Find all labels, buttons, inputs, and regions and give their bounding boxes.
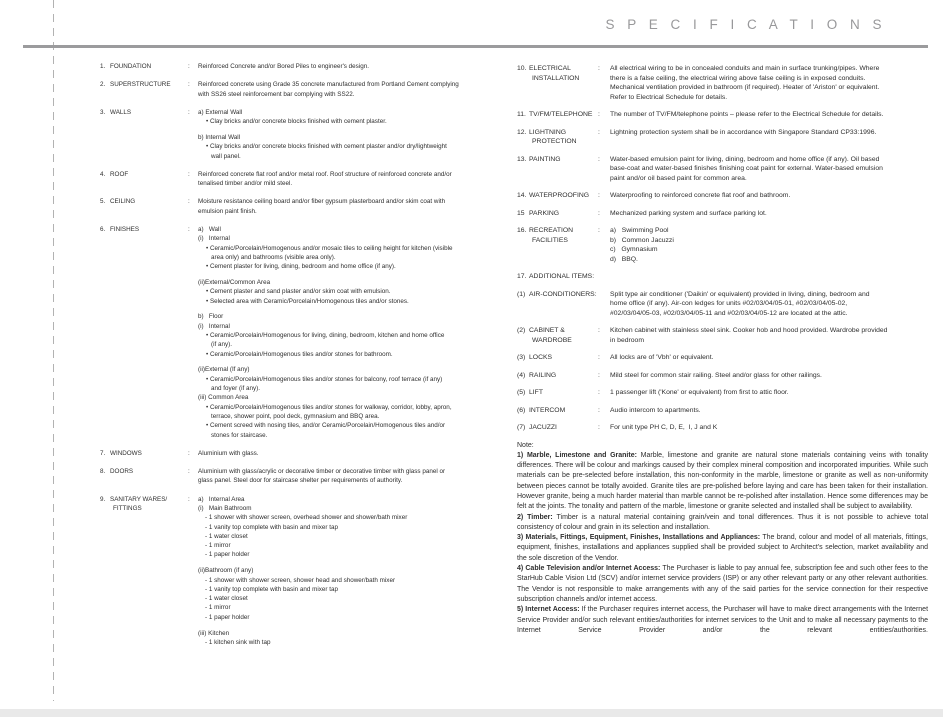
desc-line: wall panel. — [211, 152, 241, 160]
item-description — [198, 467, 472, 486]
item-label — [110, 197, 188, 206]
desc-line: Moisture resistance ceiling board and/or fiber gypsum plasterboard and/or skim coat with — [198, 198, 446, 206]
item-label-line: FINISHES — [110, 226, 140, 234]
spec-column-right — [517, 64, 928, 636]
item-number: 6. — [100, 226, 106, 234]
item-separator: : — [598, 192, 600, 199]
desc-line: (iii) Common Area — [198, 394, 249, 402]
item-number: (1) — [517, 290, 526, 298]
item-label — [529, 64, 598, 83]
note-item — [517, 605, 928, 636]
spec-column-left — [100, 62, 472, 656]
item-number: 8. — [100, 468, 106, 476]
desc-line: - 1 water closet — [205, 532, 248, 540]
spec-item — [517, 209, 928, 219]
desc-line: c) Gymnasium — [610, 246, 658, 253]
item-description — [610, 388, 928, 398]
desc-line: base-coat and water-based finishes finishing coat paint for external. Water-based emulsion — [610, 165, 883, 172]
page-bottom-strip — [0, 709, 943, 717]
desc-line: d) BBQ. — [610, 255, 638, 263]
desc-line: Mild steel for common stair railing. Steel and/or glass for other railings. — [610, 371, 822, 379]
desc-line: • Ceramic/Porcelain/Homogenous tiles and/or stones for walkway, corridor, lobby, apron, — [206, 403, 452, 411]
item-label-line: SANITARY WARES/ — [110, 495, 168, 503]
item-label — [110, 108, 188, 117]
note-item-text: Marble, limestone and granite are natural stone materials containing veins with tonality differences. There will be colour and markings caused by their complex mineral composition and incorporated impurities. While such materials can be pre-selected before installation, this non-conformity in the marble, limestone or granite as well as non-uniformity between pieces cannot be totally avoided. Granite tiles are pre-polished before laying and care has been taken for their installation. However granite, being a much harder material than marble cannot be re-polished after installation. Hence some differences may be felt at the joints. The tonality and pattern of the marble, limestone or granite selected and installed shall be subject to availability. — [517, 451, 928, 511]
item-description — [610, 371, 928, 381]
note-item-text: If the Purchaser requires internet access, the Purchaser will have to make direct arrangements with the Internet Service Provider and/or such relevant entities/authorities for internet services to the Unit and to make all necessary payments to the Internet Service Provider and/or the relevant entities/authorities. — [517, 606, 929, 634]
spec-item — [100, 62, 472, 71]
desc-line: - 1 water closet — [205, 595, 248, 603]
item-description — [610, 191, 928, 201]
desc-line: there is a false ceiling, the electrical wiring above false ceiling is in exposed conduits. — [610, 74, 866, 82]
desc-line: paint and/or oil based paint for common area. — [610, 174, 747, 182]
item-number: 11. — [517, 111, 526, 118]
item-description — [610, 326, 928, 345]
item-number: (5) — [517, 389, 526, 396]
desc-line: a) Wall — [198, 226, 221, 234]
item-description — [198, 170, 472, 189]
item-number: 17. — [517, 273, 527, 280]
item-separator: : — [598, 128, 600, 136]
item-label-line: ADDITIONAL ITEMS: — [529, 273, 595, 280]
item-description — [610, 423, 928, 433]
item-number: (7) — [517, 424, 526, 431]
fold-mark-dashed-line — [53, 0, 54, 701]
item-label-line: FACILITIES — [532, 236, 568, 244]
item-label-line: WALLS — [110, 108, 132, 116]
item-description — [198, 197, 472, 216]
desc-line: stones for staircase. — [211, 431, 268, 439]
item-separator: : — [188, 468, 190, 476]
note-item-lead: 5) Internet Access: — [517, 606, 580, 614]
spec-item — [517, 64, 928, 102]
note-heading: Note: — [517, 441, 534, 449]
item-label — [110, 80, 188, 89]
desc-line: • Cement plaster and sand plaster and/or skim coat with emulsion. — [206, 288, 391, 296]
item-label-line: LIFT — [529, 389, 543, 396]
item-description — [198, 495, 472, 647]
desc-line: Waterproofing to reinforced concrete flat roof and bathroom. — [610, 192, 791, 199]
spec-item — [517, 406, 928, 416]
item-number: 1. — [100, 63, 106, 70]
desc-line: and foyer (if any). — [211, 385, 260, 393]
spec-item — [517, 423, 928, 433]
item-label — [110, 495, 188, 514]
note-item — [517, 513, 928, 534]
desc-line: All electrical wiring to be in concealed conduits and main in surface trunking/pipes. Where — [610, 65, 880, 72]
item-separator: : — [598, 327, 600, 334]
spec-item — [100, 495, 472, 647]
spec-item — [517, 226, 928, 264]
desc-line: Reinforced concrete flat roof and/or metal roof. Roof structure of reinforced concrete and/or — [198, 170, 452, 178]
desc-line: - 1 paper holder — [205, 551, 250, 559]
item-label-line: ELECTRICAL — [529, 65, 571, 72]
item-separator: : — [188, 108, 190, 116]
item-label — [529, 272, 598, 282]
spec-item — [517, 128, 928, 147]
item-description — [198, 62, 472, 71]
desc-line: Aluminium with glass. — [198, 449, 259, 457]
desc-line: with SS26 steel reinforcement bar complying with SS22. — [198, 90, 355, 98]
item-number: 12. — [517, 128, 527, 136]
item-description — [610, 128, 928, 138]
item-label-line: PARKING — [529, 209, 560, 217]
item-label-line: WINDOWS — [110, 449, 142, 457]
item-label-line: DOORS — [110, 468, 134, 476]
item-label-line: WARDROBE — [532, 336, 572, 344]
spec-item — [517, 110, 928, 120]
item-description — [610, 64, 928, 102]
item-number: 13. — [517, 155, 527, 163]
desc-line: All locks are of 'Vbh' or equivalent. — [610, 354, 714, 361]
item-label-line: JACUZZI — [529, 424, 557, 431]
desc-line: (iii) Kitchen — [198, 629, 230, 637]
item-label — [529, 191, 598, 201]
item-label-line: TV/FM/TELEPHONE — [529, 111, 593, 118]
item-label — [110, 467, 188, 476]
item-label-line: LOCKS — [529, 354, 553, 361]
desc-line: in bedroom — [610, 336, 645, 344]
item-separator: : — [598, 209, 600, 217]
desc-line: Lightning protection system shall be in accordance with Singapore Standard CP33:1996. — [610, 128, 877, 136]
spec-rows-right — [517, 64, 928, 433]
item-description — [610, 353, 928, 363]
note-item — [517, 533, 928, 564]
desc-line: - 1 mirror — [205, 542, 231, 550]
desc-line: a) External Wall — [198, 108, 243, 116]
item-label-line: AIR-CONDITIONERS: — [529, 290, 597, 298]
desc-line: area only) and bathrooms (visible area only). — [211, 253, 336, 261]
desc-line: Water-based emulsion paint for living, dining, bedroom and home office (if any). Oil based — [610, 155, 880, 163]
item-label — [110, 62, 188, 71]
item-separator: : — [598, 371, 600, 379]
item-description — [610, 110, 928, 120]
desc-line: • Clay bricks and/or concrete blocks finished with cement plaster. — [206, 118, 387, 126]
spec-item — [100, 467, 472, 486]
note-item-text: Timber is a natural material containing grain/vein and tonal differences. Thus it is not possible to achieve total consistency of colour and grain in its selection and installation. — [517, 513, 929, 531]
item-label — [529, 155, 598, 165]
desc-line: • Cement plaster for living, dining, bedroom and home office (if any). — [206, 263, 396, 271]
item-label-line: PROTECTION — [532, 138, 577, 145]
item-label-line: SUPERSTRUCTURE — [110, 81, 171, 89]
desc-line: (ii)External (If any) — [198, 366, 250, 374]
item-label — [529, 226, 598, 245]
spec-item — [100, 449, 472, 458]
desc-line: The number of TV/FM/telephone points – please refer to the Electrical Schedule for details. — [610, 111, 884, 118]
item-label — [529, 388, 598, 398]
desc-line: - 1 shower with shower screen, overhead shower and shower/bath mixer — [205, 514, 408, 522]
item-separator: : — [598, 389, 600, 396]
desc-line: Mechanized parking system and surface parking lot. — [610, 209, 767, 217]
note-item-lead: 1) Marble, Limestone and Granite: — [517, 451, 637, 459]
item-number: (6) — [517, 406, 526, 414]
item-number: (3) — [517, 354, 526, 361]
desc-line: b) Floor — [198, 313, 224, 321]
item-number: (4) — [517, 371, 526, 379]
desc-line: tenalised timber and/or mild steel. — [198, 180, 293, 188]
item-label-line: FITTINGS — [113, 504, 142, 512]
item-label — [529, 209, 598, 219]
item-description — [198, 108, 472, 161]
item-separator: : — [598, 354, 600, 361]
spec-item — [517, 191, 928, 201]
desc-line: a) Swimming Pool — [610, 227, 669, 234]
item-description — [610, 209, 928, 219]
note-section — [517, 441, 928, 637]
desc-line: Audio intercom to apartments. — [610, 406, 701, 414]
item-separator: : — [188, 495, 190, 503]
desc-line: Refer to Electrical Schedule for details. — [610, 93, 728, 101]
note-item — [517, 451, 928, 513]
desc-line: - 1 vanity top complete with basin and mixer tap — [205, 523, 339, 531]
desc-line: b) Common Jacuzzi — [610, 236, 674, 244]
item-description — [610, 406, 928, 416]
item-label-line: CABINET & — [529, 327, 565, 334]
desc-line: • Ceramic/Porcelain/Homogenous tiles and/or stones for bathroom. — [206, 350, 393, 358]
item-label — [110, 449, 188, 458]
desc-line: Reinforced concrete using Grade 35 concrete manufactured from Portland Cement complying — [198, 81, 459, 89]
desc-line: a) Internal Area — [198, 495, 245, 503]
desc-line: home office (if any). Air-con ledges for units #02/03/04/05-01, #02/03/04/05-02, — [610, 300, 848, 307]
desc-line: (i) Internal — [198, 235, 230, 243]
desc-line: - 1 kitchen sink with tap — [205, 638, 271, 646]
desc-line: (i) Main Bathroom — [198, 504, 252, 512]
item-number: 15 — [517, 209, 525, 217]
desc-line: Reinforced Concrete and/or Bored Piles to engineer's design. — [198, 63, 369, 70]
item-label-line: INTERCOM — [529, 406, 566, 414]
item-label-line: RECREATION — [529, 227, 574, 234]
item-separator: : — [188, 226, 190, 234]
item-label — [110, 225, 188, 234]
item-label — [110, 170, 188, 179]
item-description — [198, 225, 472, 440]
spec-item — [100, 225, 472, 440]
desc-line: • Ceramic/Porcelain/Homogenous for living, dining, bedroom, kitchen and home office — [206, 332, 445, 340]
item-separator: : — [188, 81, 190, 89]
page-title: S P E C I F I C A T I O N S — [605, 17, 886, 32]
item-label — [529, 326, 598, 345]
desc-line: For unit type PH C, D, E, I, J and K — [610, 424, 718, 431]
item-description — [610, 290, 928, 319]
item-label — [529, 128, 598, 147]
desc-line: glass panel. Steel door for staircase shelter per requirements of authority. — [198, 477, 403, 485]
item-label-line: LIGHTNING — [529, 128, 567, 136]
item-number: 5. — [100, 198, 106, 206]
item-label-line: PAINTING — [529, 155, 561, 163]
spec-item — [100, 197, 472, 216]
item-separator: : — [598, 155, 600, 163]
desc-line: #02/03/04/05-03, #02/03/04/05-11 and #02/03/04/05-12 are located at the attic. — [610, 309, 848, 317]
desc-line: • Clay bricks and/or concrete blocks finished with cement plaster and/or dry/lightweight — [206, 143, 447, 151]
note-item-lead: 4) Cable Television and/or Internet Access: — [517, 565, 661, 573]
note-item-lead: 2) Timber: — [517, 513, 553, 521]
item-label — [529, 406, 598, 416]
item-number: 2. — [100, 81, 106, 89]
item-label-line: RAILING — [529, 371, 557, 379]
desc-line: (ii)Bathroom (if any) — [198, 567, 254, 575]
item-label — [529, 423, 598, 433]
item-label — [529, 290, 598, 300]
note-item-lead: 3) Materials, Fittings, Equipment, Finishes, Installations and Appliances: — [517, 534, 761, 542]
item-separator: : — [188, 449, 190, 457]
item-number: 16. — [517, 227, 527, 234]
item-separator: : — [188, 198, 190, 206]
item-number: 10. — [517, 65, 527, 72]
item-description — [198, 80, 472, 99]
item-number: 3. — [100, 108, 106, 116]
note-item-text: The brand, colour and model of all materials, fittings, equipment, finishes, installations and appliances supplied shall be provided subject to Architect's selection, market availability and the sole discretion of the Vendor. — [517, 534, 928, 562]
item-label-line: INSTALLATION — [532, 74, 580, 82]
item-label — [529, 353, 598, 363]
item-description — [610, 155, 928, 184]
desc-line: - 1 vanity top complete with basin and mixer tap — [205, 585, 339, 593]
desc-line: - 1 paper holder — [205, 613, 250, 621]
item-label — [529, 110, 598, 120]
desc-line: (if any). — [211, 341, 232, 349]
item-label-line: FOUNDATION — [110, 63, 152, 70]
note-item — [517, 564, 928, 605]
desc-line: - 1 shower with shower screen, shower head and shower/bath mixer — [205, 576, 396, 584]
item-number: 9. — [100, 495, 106, 503]
item-label-line: CEILING — [110, 198, 136, 206]
desc-line: emulsion paint finish. — [198, 207, 257, 215]
spec-item — [100, 80, 472, 99]
desc-line: Aluminium with glass/acrylic or decorative timber or decorative timber with glass panel or — [198, 468, 446, 476]
spec-item — [517, 290, 928, 319]
desc-line: (i) Internal — [198, 322, 230, 330]
item-separator: : — [598, 424, 600, 431]
desc-line: terrace, shower point, pool deck, gymnasium and BBQ area. — [211, 412, 380, 420]
desc-line: 1 passenger lift ('Kone' or equivalent) from first to attic floor. — [610, 389, 789, 396]
item-label-line: ROOF — [110, 170, 129, 178]
item-separator: : — [598, 111, 600, 118]
desc-line: b) Internal Wall — [198, 133, 241, 141]
spec-item — [517, 272, 928, 282]
spec-item — [517, 326, 928, 345]
item-number: 4. — [100, 170, 106, 178]
desc-line: Split type air conditioner ('Daikin' or equivalent) provided in living, dining, bedroom and — [610, 290, 870, 298]
desc-line: (ii)External/Common Area — [198, 279, 271, 287]
desc-line: Mechanical ventilation provided in bathroom (if required). Heater of 'Ariston' or equivalent. — [610, 84, 880, 91]
note-item-text: The Purchaser is liable to pay annual fee, subscription fee and such other fees to the StarHub Cable Vision Ltd (SCV) and/or internet service providers (ISP) or any other relevant party or any other relevant authorities. The Vendor is not responsible to make arrangements with any of the said parties for the service connection for their respective subscription channels and/or internet access. — [517, 565, 928, 603]
item-separator: : — [598, 65, 600, 72]
item-separator: : — [598, 227, 600, 234]
desc-line: • Cement screed with nosing tiles, and/or Ceramic/Porcelain/Homogenous tiles and/or — [206, 422, 446, 430]
desc-line: - 1 mirror — [205, 604, 231, 612]
desc-line: Kitchen cabinet with stainless steel sink. Cooker hob and hood provided. Wardrobe provided — [610, 327, 888, 334]
spec-item — [517, 353, 928, 363]
item-label — [529, 371, 598, 381]
spec-item — [100, 170, 472, 189]
item-separator: : — [598, 406, 600, 414]
spec-item — [517, 155, 928, 184]
item-separator: : — [188, 170, 190, 178]
desc-line: • Ceramic/Porcelain/Homogenous tiles and/or stones for balcony, roof terrace (if any) — [206, 375, 443, 383]
spec-item — [517, 388, 928, 398]
item-number: 14. — [517, 192, 527, 199]
item-separator: : — [188, 63, 190, 70]
spec-item — [517, 371, 928, 381]
desc-line: • Ceramic/Porcelain/Homogenous and/or mosaic tiles to ceiling height for kitchen (visible — [206, 244, 453, 252]
item-description — [198, 449, 472, 458]
item-description — [610, 226, 928, 264]
spec-item — [100, 108, 472, 161]
item-number: 7. — [100, 449, 106, 457]
header-rule — [23, 45, 928, 48]
desc-line: • Selected area with Ceramic/Porcelain/Homogenous tiles and/or stones. — [206, 297, 409, 305]
item-label-line: WATERPROOFING — [529, 192, 590, 199]
item-number: (2) — [517, 327, 526, 334]
